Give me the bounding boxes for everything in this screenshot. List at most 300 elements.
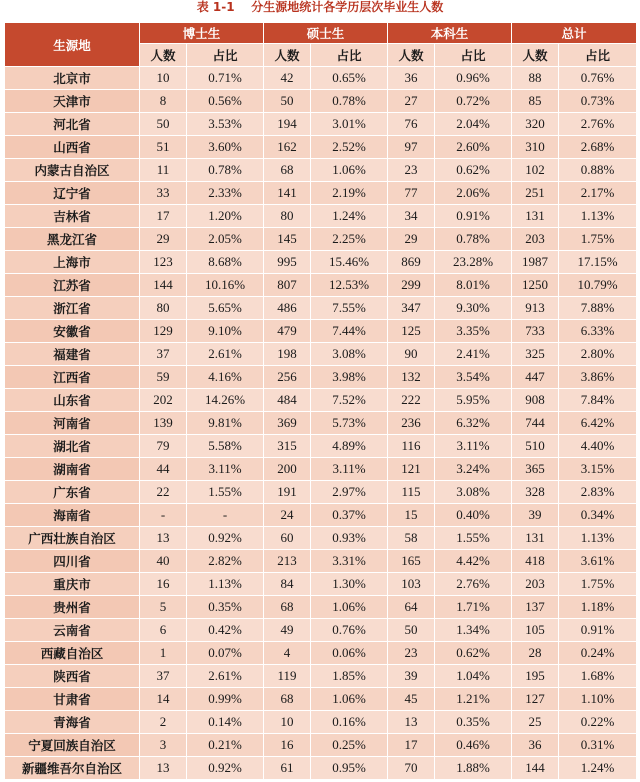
- total-share-cell: 1.75%: [559, 228, 637, 251]
- phd-share-cell: 8.68%: [187, 251, 264, 274]
- total-share-cell: 4.40%: [559, 435, 637, 458]
- bachelor-count-cell: 103: [388, 573, 435, 596]
- phd-share-cell: 0.07%: [187, 642, 264, 665]
- phd-count-cell: 202: [140, 389, 187, 412]
- phd-share-cell: 0.92%: [187, 757, 264, 780]
- master-share-cell: 0.78%: [311, 90, 388, 113]
- region-name-cell: 陕西省: [5, 665, 140, 688]
- phd-count-cell: 22: [140, 481, 187, 504]
- phd-share-cell: 5.65%: [187, 297, 264, 320]
- table-row: [5, 757, 637, 780]
- phd-count-cell: 37: [140, 343, 187, 366]
- bachelor-count-cell: 36: [388, 67, 435, 90]
- phd-share-cell: 9.10%: [187, 320, 264, 343]
- origin-header: 生源地: [5, 23, 140, 67]
- region-name-cell: 宁夏回族自治区: [5, 734, 140, 757]
- bachelor-count-cell: 64: [388, 596, 435, 619]
- region-name-cell: 江西省: [5, 366, 140, 389]
- total-count-cell: 1250: [512, 274, 559, 297]
- master-share-cell: 1.30%: [311, 573, 388, 596]
- region-name-cell: 云南省: [5, 619, 140, 642]
- total-count-cell: 325: [512, 343, 559, 366]
- master-share-cell: 2.19%: [311, 182, 388, 205]
- total-count-cell: 328: [512, 481, 559, 504]
- phd-count-cell: 37: [140, 665, 187, 688]
- region-name-cell: 广西壮族自治区: [5, 527, 140, 550]
- phd-count-cell: 13: [140, 757, 187, 780]
- table-row: [5, 550, 637, 573]
- table-row: [5, 182, 637, 205]
- table-row: [5, 228, 637, 251]
- master-count-cell: 119: [264, 665, 311, 688]
- phd-count-cell: 6: [140, 619, 187, 642]
- total-count-cell: 510: [512, 435, 559, 458]
- table-row: [5, 527, 637, 550]
- phd-count-cell: 59: [140, 366, 187, 389]
- master-count-cell: 369: [264, 412, 311, 435]
- phd-share-cell: 3.53%: [187, 113, 264, 136]
- region-name-cell: 重庆市: [5, 573, 140, 596]
- table-row: [5, 251, 637, 274]
- region-name-cell: 天津市: [5, 90, 140, 113]
- master-share-cell: 0.06%: [311, 642, 388, 665]
- total-count-cell: 28: [512, 642, 559, 665]
- bachelor-share-cell: 2.41%: [435, 343, 512, 366]
- bachelor-count-cell: 39: [388, 665, 435, 688]
- bachelor-share-cell: 3.35%: [435, 320, 512, 343]
- phd-count-cell: 139: [140, 412, 187, 435]
- master-share-cell: 12.53%: [311, 274, 388, 297]
- table-row: [5, 435, 637, 458]
- phd-share-cell: 0.99%: [187, 688, 264, 711]
- total-share-cell: 10.79%: [559, 274, 637, 297]
- bachelor-count-cell: 23: [388, 642, 435, 665]
- table-row: [5, 389, 637, 412]
- phd-share-cell: -: [187, 504, 264, 527]
- master-share-cell: 7.44%: [311, 320, 388, 343]
- bachelor-count-cell: 50: [388, 619, 435, 642]
- bachelor-share-cell: 4.42%: [435, 550, 512, 573]
- total-share-cell: 2.68%: [559, 136, 637, 159]
- master-count-cell: 486: [264, 297, 311, 320]
- master-count-cell: 61: [264, 757, 311, 780]
- total-share-cell: 1.13%: [559, 205, 637, 228]
- total-count-cell: 36: [512, 734, 559, 757]
- bachelor-count-cell: 869: [388, 251, 435, 274]
- phd-count-cell: 11: [140, 159, 187, 182]
- phd-count-cell: 144: [140, 274, 187, 297]
- bachelor-count-cell: 116: [388, 435, 435, 458]
- phd-count-cell: 10: [140, 67, 187, 90]
- phd-share-cell: 2.05%: [187, 228, 264, 251]
- master-count-cell: 213: [264, 550, 311, 573]
- phd-count-cell: 80: [140, 297, 187, 320]
- bachelor-count-cell: 34: [388, 205, 435, 228]
- master-share-cell: 0.65%: [311, 67, 388, 90]
- total-share-cell: 7.88%: [559, 297, 637, 320]
- phd-share-cell: 0.71%: [187, 67, 264, 90]
- region-name-cell: 湖北省: [5, 435, 140, 458]
- region-name-cell: 浙江省: [5, 297, 140, 320]
- region-name-cell: 福建省: [5, 343, 140, 366]
- table-row: [5, 481, 637, 504]
- bachelor-share-cell: 0.62%: [435, 159, 512, 182]
- master-share-cell: 1.24%: [311, 205, 388, 228]
- total-share-cell: 1.18%: [559, 596, 637, 619]
- total-share-cell: 1.24%: [559, 757, 637, 780]
- table-caption: 表 1-1 分生源地统计各学历层次毕业生人数: [196, 0, 444, 14]
- region-name-cell: 河北省: [5, 113, 140, 136]
- master-count-cell: 200: [264, 458, 311, 481]
- phd-share-cell: 0.14%: [187, 711, 264, 734]
- bachelor-count-cell: 132: [388, 366, 435, 389]
- region-name-cell: 西藏自治区: [5, 642, 140, 665]
- subheader-share: 占比: [187, 44, 264, 67]
- bachelor-share-cell: 1.34%: [435, 619, 512, 642]
- bachelor-share-cell: 3.24%: [435, 458, 512, 481]
- total-count-cell: 733: [512, 320, 559, 343]
- phd-count-cell: 5: [140, 596, 187, 619]
- total-share-cell: 0.24%: [559, 642, 637, 665]
- table-row: [5, 297, 637, 320]
- bachelor-count-cell: 13: [388, 711, 435, 734]
- phd-share-cell: 1.55%: [187, 481, 264, 504]
- total-share-cell: 2.80%: [559, 343, 637, 366]
- phd-share-cell: 1.13%: [187, 573, 264, 596]
- phd-share-cell: 0.78%: [187, 159, 264, 182]
- total-share-cell: 0.34%: [559, 504, 637, 527]
- total-count-cell: 137: [512, 596, 559, 619]
- master-share-cell: 1.85%: [311, 665, 388, 688]
- region-name-cell: 辽宁省: [5, 182, 140, 205]
- phd-share-cell: 2.61%: [187, 665, 264, 688]
- total-share-cell: 0.91%: [559, 619, 637, 642]
- master-count-cell: 68: [264, 596, 311, 619]
- phd-share-cell: 0.42%: [187, 619, 264, 642]
- total-share-cell: 3.86%: [559, 366, 637, 389]
- master-count-cell: 256: [264, 366, 311, 389]
- bachelor-count-cell: 23: [388, 159, 435, 182]
- bachelor-count-cell: 121: [388, 458, 435, 481]
- group-header-master: 硕士生: [264, 23, 388, 44]
- master-count-cell: 50: [264, 90, 311, 113]
- master-share-cell: 7.52%: [311, 389, 388, 412]
- total-count-cell: 131: [512, 205, 559, 228]
- bachelor-share-cell: 3.11%: [435, 435, 512, 458]
- phd-count-cell: 129: [140, 320, 187, 343]
- master-count-cell: 60: [264, 527, 311, 550]
- total-count-cell: 418: [512, 550, 559, 573]
- region-name-cell: 四川省: [5, 550, 140, 573]
- phd-share-cell: 0.92%: [187, 527, 264, 550]
- bachelor-share-cell: 0.62%: [435, 642, 512, 665]
- total-count-cell: 131: [512, 527, 559, 550]
- master-count-cell: 84: [264, 573, 311, 596]
- total-share-cell: 0.22%: [559, 711, 637, 734]
- phd-count-cell: 8: [140, 90, 187, 113]
- table-row: [5, 159, 637, 182]
- master-count-cell: 145: [264, 228, 311, 251]
- bachelor-count-cell: 115: [388, 481, 435, 504]
- master-count-cell: 479: [264, 320, 311, 343]
- region-name-cell: 黑龙江省: [5, 228, 140, 251]
- master-share-cell: 15.46%: [311, 251, 388, 274]
- master-count-cell: 807: [264, 274, 311, 297]
- bachelor-share-cell: 5.95%: [435, 389, 512, 412]
- master-share-cell: 0.93%: [311, 527, 388, 550]
- phd-count-cell: 16: [140, 573, 187, 596]
- total-share-cell: 2.83%: [559, 481, 637, 504]
- table-row: [5, 734, 637, 757]
- total-share-cell: 3.15%: [559, 458, 637, 481]
- region-name-cell: 湖南省: [5, 458, 140, 481]
- total-share-cell: 6.42%: [559, 412, 637, 435]
- total-count-cell: 447: [512, 366, 559, 389]
- phd-count-cell: 3: [140, 734, 187, 757]
- bachelor-share-cell: 0.40%: [435, 504, 512, 527]
- phd-share-cell: 4.16%: [187, 366, 264, 389]
- table-row: [5, 113, 637, 136]
- table-row: [5, 343, 637, 366]
- master-share-cell: 3.11%: [311, 458, 388, 481]
- subheader-count: 人数: [512, 44, 559, 67]
- total-share-cell: 17.15%: [559, 251, 637, 274]
- master-count-cell: 4: [264, 642, 311, 665]
- phd-share-cell: 14.26%: [187, 389, 264, 412]
- bachelor-count-cell: 15: [388, 504, 435, 527]
- bachelor-share-cell: 2.04%: [435, 113, 512, 136]
- bachelor-count-cell: 58: [388, 527, 435, 550]
- subheader-count: 人数: [140, 44, 187, 67]
- total-count-cell: 203: [512, 228, 559, 251]
- total-count-cell: 85: [512, 90, 559, 113]
- total-count-cell: 365: [512, 458, 559, 481]
- total-share-cell: 1.75%: [559, 573, 637, 596]
- master-count-cell: 141: [264, 182, 311, 205]
- total-share-cell: 1.10%: [559, 688, 637, 711]
- table-row: [5, 596, 637, 619]
- total-count-cell: 913: [512, 297, 559, 320]
- table-row: [5, 205, 637, 228]
- bachelor-count-cell: 90: [388, 343, 435, 366]
- total-share-cell: 0.31%: [559, 734, 637, 757]
- bachelor-count-cell: 299: [388, 274, 435, 297]
- bachelor-share-cell: 0.35%: [435, 711, 512, 734]
- master-count-cell: 995: [264, 251, 311, 274]
- master-share-cell: 1.06%: [311, 688, 388, 711]
- subheader-count: 人数: [388, 44, 435, 67]
- table-row: [5, 136, 637, 159]
- master-share-cell: 1.06%: [311, 159, 388, 182]
- table-row: [5, 573, 637, 596]
- table-row: [5, 711, 637, 734]
- table-row: [5, 274, 637, 297]
- subheader-share: 占比: [559, 44, 637, 67]
- region-name-cell: 吉林省: [5, 205, 140, 228]
- phd-count-cell: 1: [140, 642, 187, 665]
- phd-share-cell: 0.21%: [187, 734, 264, 757]
- total-count-cell: 25: [512, 711, 559, 734]
- master-share-cell: 3.01%: [311, 113, 388, 136]
- master-share-cell: 2.97%: [311, 481, 388, 504]
- master-count-cell: 49: [264, 619, 311, 642]
- master-count-cell: 194: [264, 113, 311, 136]
- region-name-cell: 甘肃省: [5, 688, 140, 711]
- phd-count-cell: 33: [140, 182, 187, 205]
- bachelor-count-cell: 70: [388, 757, 435, 780]
- total-count-cell: 88: [512, 67, 559, 90]
- table-row: [5, 619, 637, 642]
- phd-share-cell: 3.11%: [187, 458, 264, 481]
- phd-share-cell: 3.60%: [187, 136, 264, 159]
- region-name-cell: 贵州省: [5, 596, 140, 619]
- phd-count-cell: 14: [140, 688, 187, 711]
- total-share-cell: 1.68%: [559, 665, 637, 688]
- table-row: [5, 688, 637, 711]
- bachelor-count-cell: 236: [388, 412, 435, 435]
- phd-share-cell: 1.20%: [187, 205, 264, 228]
- group-header-bachelor: 本科生: [388, 23, 512, 44]
- total-count-cell: 105: [512, 619, 559, 642]
- total-count-cell: 310: [512, 136, 559, 159]
- total-count-cell: 144: [512, 757, 559, 780]
- region-name-cell: 安徽省: [5, 320, 140, 343]
- bachelor-share-cell: 3.54%: [435, 366, 512, 389]
- bachelor-share-cell: 0.72%: [435, 90, 512, 113]
- bachelor-count-cell: 222: [388, 389, 435, 412]
- total-count-cell: 195: [512, 665, 559, 688]
- total-count-cell: 908: [512, 389, 559, 412]
- phd-count-cell: 2: [140, 711, 187, 734]
- total-count-cell: 39: [512, 504, 559, 527]
- total-count-cell: 744: [512, 412, 559, 435]
- total-count-cell: 320: [512, 113, 559, 136]
- master-count-cell: 80: [264, 205, 311, 228]
- total-share-cell: 2.17%: [559, 182, 637, 205]
- bachelor-count-cell: 76: [388, 113, 435, 136]
- bachelor-share-cell: 0.91%: [435, 205, 512, 228]
- bachelor-count-cell: 97: [388, 136, 435, 159]
- bachelor-share-cell: 0.46%: [435, 734, 512, 757]
- bachelor-share-cell: 9.30%: [435, 297, 512, 320]
- master-count-cell: 68: [264, 688, 311, 711]
- phd-count-cell: 17: [140, 205, 187, 228]
- region-name-cell: 山西省: [5, 136, 140, 159]
- bachelor-count-cell: 27: [388, 90, 435, 113]
- table-row: [5, 412, 637, 435]
- bachelor-share-cell: 2.60%: [435, 136, 512, 159]
- master-count-cell: 484: [264, 389, 311, 412]
- total-count-cell: 203: [512, 573, 559, 596]
- bachelor-share-cell: 1.88%: [435, 757, 512, 780]
- phd-count-cell: 123: [140, 251, 187, 274]
- master-share-cell: 2.52%: [311, 136, 388, 159]
- bachelor-share-cell: 23.28%: [435, 251, 512, 274]
- master-share-cell: 7.55%: [311, 297, 388, 320]
- total-share-cell: 2.76%: [559, 113, 637, 136]
- bachelor-share-cell: 6.32%: [435, 412, 512, 435]
- table-row: [5, 90, 637, 113]
- bachelor-count-cell: 17: [388, 734, 435, 757]
- bachelor-share-cell: 0.96%: [435, 67, 512, 90]
- region-name-cell: 内蒙古自治区: [5, 159, 140, 182]
- master-share-cell: 5.73%: [311, 412, 388, 435]
- master-share-cell: 0.37%: [311, 504, 388, 527]
- bachelor-share-cell: 2.76%: [435, 573, 512, 596]
- total-share-cell: 3.61%: [559, 550, 637, 573]
- table-row: [5, 320, 637, 343]
- master-share-cell: 2.25%: [311, 228, 388, 251]
- master-share-cell: 0.16%: [311, 711, 388, 734]
- phd-count-cell: 13: [140, 527, 187, 550]
- phd-share-cell: 2.82%: [187, 550, 264, 573]
- total-share-cell: 1.13%: [559, 527, 637, 550]
- phd-share-cell: 0.56%: [187, 90, 264, 113]
- bachelor-share-cell: 3.08%: [435, 481, 512, 504]
- phd-share-cell: 9.81%: [187, 412, 264, 435]
- bachelor-count-cell: 165: [388, 550, 435, 573]
- bachelor-share-cell: 1.21%: [435, 688, 512, 711]
- subheader-count: 人数: [264, 44, 311, 67]
- phd-count-cell: 50: [140, 113, 187, 136]
- phd-count-cell: 40: [140, 550, 187, 573]
- master-count-cell: 191: [264, 481, 311, 504]
- region-name-cell: 上海市: [5, 251, 140, 274]
- phd-share-cell: 2.33%: [187, 182, 264, 205]
- bachelor-count-cell: 29: [388, 228, 435, 251]
- total-count-cell: 251: [512, 182, 559, 205]
- table-body: [5, 67, 637, 780]
- master-share-cell: 1.06%: [311, 596, 388, 619]
- phd-count-cell: 51: [140, 136, 187, 159]
- bachelor-share-cell: 8.01%: [435, 274, 512, 297]
- total-share-cell: 6.33%: [559, 320, 637, 343]
- master-share-cell: 0.76%: [311, 619, 388, 642]
- master-share-cell: 3.31%: [311, 550, 388, 573]
- total-share-cell: 0.88%: [559, 159, 637, 182]
- table-row: [5, 642, 637, 665]
- phd-count-cell: -: [140, 504, 187, 527]
- table-row: [5, 665, 637, 688]
- subheader-share: 占比: [435, 44, 512, 67]
- table-row: [5, 366, 637, 389]
- bachelor-share-cell: 1.55%: [435, 527, 512, 550]
- graduates-by-origin-table: [4, 22, 637, 780]
- region-name-cell: 海南省: [5, 504, 140, 527]
- region-name-cell: 山东省: [5, 389, 140, 412]
- master-count-cell: 16: [264, 734, 311, 757]
- master-share-cell: 0.25%: [311, 734, 388, 757]
- bachelor-share-cell: 0.78%: [435, 228, 512, 251]
- master-count-cell: 68: [264, 159, 311, 182]
- region-name-cell: 新疆维吾尔自治区: [5, 757, 140, 780]
- master-share-cell: 0.95%: [311, 757, 388, 780]
- region-name-cell: 广东省: [5, 481, 140, 504]
- group-header-phd: 博士生: [140, 23, 264, 44]
- bachelor-share-cell: 1.71%: [435, 596, 512, 619]
- total-count-cell: 102: [512, 159, 559, 182]
- master-count-cell: 162: [264, 136, 311, 159]
- total-share-cell: 7.84%: [559, 389, 637, 412]
- phd-share-cell: 2.61%: [187, 343, 264, 366]
- master-count-cell: 198: [264, 343, 311, 366]
- subheader-share: 占比: [311, 44, 388, 67]
- region-name-cell: 北京市: [5, 67, 140, 90]
- phd-share-cell: 10.16%: [187, 274, 264, 297]
- master-share-cell: 4.89%: [311, 435, 388, 458]
- phd-count-cell: 44: [140, 458, 187, 481]
- master-count-cell: 10: [264, 711, 311, 734]
